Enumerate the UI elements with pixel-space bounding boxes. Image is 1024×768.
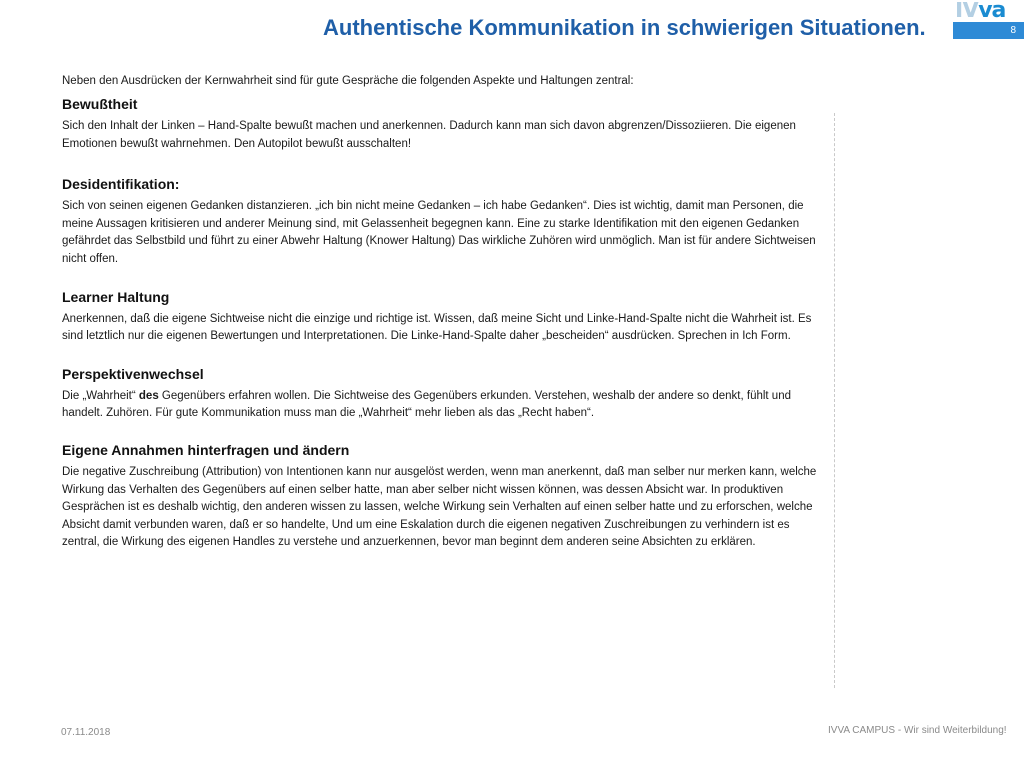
section-bewusstheit — [62, 95, 822, 153]
section-desidentifikation — [62, 175, 822, 268]
ivva-logo — [955, 2, 1024, 22]
section-heading: Perspektivenwechsel — [62, 365, 204, 382]
text-part: Die „Wahrheit“ — [62, 389, 139, 402]
footer-date: 07.11.2018 — [61, 727, 111, 738]
section-eigene-annahmen — [62, 441, 822, 552]
column-divider — [834, 113, 835, 688]
section-text: Die negative Zuschreibung (Attribution) von Intentionen kann nur ausgelöst werden, wenn man anerkennt, daß man selber nur merken kann, welche Wirkung das Verhalten des Gegenübers auf einen selber hatte, man aber selber nicht wissen können, was dessen Absicht war. In produktiven Gesprächen ist es deshalb wichtig, den anderen wissen zu lassen, welche Wirkung sein Verhalten auf einen selber hatte und zu erforschen, welche Absicht damit verbunden waren, daß er so handelte, Und um eine Eskalation durch die eigenen negativen Zuschreibungen zu verhindern ist es zentral, die Wirkung des eigenen Handles zu verstehe und anzuerkennen, bevor man beginnt dem anderen seine Absichten zu erklären. — [62, 465, 817, 549]
section-heading: Learner Haltung — [62, 288, 170, 305]
section-learner-haltung — [62, 288, 822, 346]
section-perspektivenwechsel — [62, 365, 822, 423]
intro-text: Neben den Ausdrücken der Kernwahrheit sind für gute Gespräche die folgenden Aspekte und Haltungen zentral: — [62, 75, 634, 87]
section-text: Sich den Inhalt der Linken – Hand-Spalte bewußt machen und anerkennen. Dadurch kann man sich davon abgrenzen/Dissoziieren. Die eigenen Emotionen bewußt wahrnehmen. Den Autopilot bewußt ausschalten! — [62, 120, 796, 150]
section-text: Anerkennen, daß die eigene Sichtweise nicht die einzige und richtige ist. Wissen, daß meine Sicht und Linke-Hand-Spalte nicht die Wahrheit ist. Es sind letztlich nur die eigenen Bewertungen und Interpretationen. Die Linke-Hand-Spalte daher „bescheiden“ ausdrücken. Sprechen in Ich Form. — [62, 312, 812, 343]
section-heading: Bewußtheit — [62, 96, 138, 112]
footer-brand: IVVA CAMPUS - Wir sind Weiterbildung! — [828, 725, 1007, 736]
section-heading: Eigene Annahmen hinterfragen und ändern — [62, 441, 350, 458]
text-bold-part: des — [138, 389, 159, 402]
logo-va-text: va — [978, 2, 1006, 22]
page-number: 8 — [1010, 25, 1016, 36]
slide-content — [62, 73, 822, 552]
section-text — [62, 388, 822, 423]
section-text: Sich von seinen eigenen Gedanken distanzieren. „ich bin nicht meine Gedanken – ich habe Gedanken“. Dies ist wichtig, damit man Personen, die meine Aussagen kritisieren und anderer Meinung sind, mit Gelassenheit begegnen kann. Eine zu starke Identifikation mit den eigenen Gedanken gefährdet das Selbstbild und führt zu einer Abwehr Haltung (Knower Haltung) Das wirkliche Zuhören wird unmöglich. Man ist für andere Sichtweisen nicht offen. — [62, 200, 816, 265]
section-heading: Desidentifikation: — [62, 176, 180, 193]
text-part: Gegenübers erfahren wollen. Die Sichtweise des Gegenübers erkunden. Verstehen, weshalb der andere so denkt, fühlt und handelt. Zuhören. Für gute Kommunikation muss man die „Wahrheit“ mehr lieben als das „Recht haben“. — [62, 389, 791, 420]
slide-title: Authentische Kommunikation in schwierigen Situationen. — [323, 15, 926, 40]
logo-iv-text: IV — [955, 2, 979, 22]
page-number-badge — [953, 22, 1024, 39]
